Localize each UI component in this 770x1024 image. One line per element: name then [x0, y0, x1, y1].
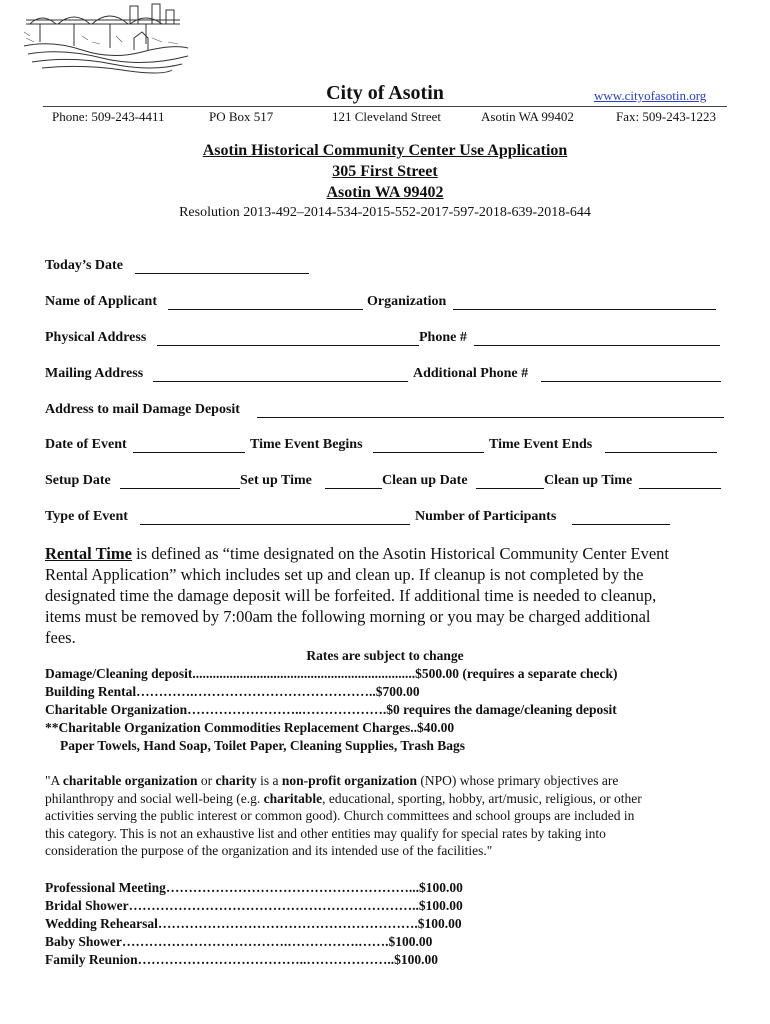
city-logo — [22, 2, 190, 76]
baby-shower-price: Baby Shower……………………………….…………….…….$100.00 — [45, 934, 433, 949]
charitable-organization-rate: Charitable Organization……………………..……………….$0 requires the damage/cleaning deposit — [45, 702, 617, 717]
resolution-line: Resolution 2013-492–2014-534-2015-552-2017-597-2018-639-2018-644 — [179, 205, 591, 220]
damage-deposit-address-field[interactable] — [257, 417, 724, 418]
todays-date-field[interactable] — [135, 273, 309, 274]
charity-line: activities serving the public interest or common good). Church committees and school groups are included in — [45, 808, 635, 823]
rental-time-line: Rental Application” which includes set up and clean up. If cleanup is not completed by the — [45, 565, 644, 584]
setup-time-field[interactable] — [325, 488, 382, 489]
todays-date-label: Today’s Date — [45, 258, 123, 273]
rental-time-line: items must be removed by 7:00am the following morning or you may be charged additional — [45, 607, 651, 626]
bridge-sketch-icon — [22, 2, 190, 76]
organization-field[interactable] — [453, 309, 716, 310]
cleanup-date-label: Clean up Date — [382, 473, 468, 488]
header-divider — [43, 106, 727, 107]
mailing-address-label: Mailing Address — [45, 366, 144, 381]
cleanup-date-field[interactable] — [476, 488, 544, 489]
number-of-participants-field[interactable] — [572, 524, 670, 525]
header-fax: Fax: 509-243-1223 — [616, 109, 717, 124]
physical-address-field[interactable] — [157, 345, 419, 346]
organization-label: Organization — [367, 294, 447, 309]
rental-time-term: Rental Time — [45, 544, 132, 563]
time-event-begins-label: Time Event Begins — [250, 437, 363, 452]
charity-definition — [45, 772, 725, 860]
additional-phone-label: Additional Phone # — [413, 366, 529, 381]
cleanup-time-field[interactable] — [639, 488, 721, 489]
mailing-address-field[interactable] — [153, 381, 408, 382]
rates-heading: Rates are subject to change — [306, 648, 464, 663]
charity-line: consideration the purpose of the organization and its intended use of the facilities." — [45, 843, 493, 858]
time-event-begins-field[interactable] — [373, 452, 484, 453]
physical-address-label: Physical Address — [45, 330, 147, 345]
time-event-ends-label: Time Event Ends — [489, 437, 593, 452]
charity-line: this category. This is not an exhaustive list and other entities may qualify for special rates by taking into — [45, 825, 606, 841]
date-of-event-field[interactable] — [133, 452, 245, 453]
header-city-state: Asotin WA 99402 — [481, 109, 574, 124]
time-event-ends-field[interactable] — [605, 452, 717, 453]
setup-date-field[interactable] — [120, 488, 240, 489]
professional-meeting-price: Professional Meeting………………………………………………...$100.00 — [45, 880, 463, 895]
type-of-event-label: Type of Event — [45, 509, 128, 524]
date-of-event-label: Date of Event — [45, 437, 127, 452]
charity-line: philanthropy and social well-being (e.g. charitable, educational, sporting, hobby, art/music, religious, or other — [45, 790, 642, 806]
setup-time-label: Set up Time — [240, 473, 312, 488]
setup-date-label: Setup Date — [45, 473, 111, 488]
city-name: City of Asotin — [326, 82, 444, 104]
header-po-box: PO Box 517 — [209, 109, 274, 124]
commodities-charge-rate: **Charitable Organization Commodities Replacement Charges..$40.00 — [45, 720, 455, 735]
form-city-line: Asotin WA 99402 — [326, 184, 444, 201]
applicant-name-field[interactable] — [168, 309, 363, 310]
rental-time-line: Rental Time is defined as “time designated on the Asotin Historical Community Center Event — [45, 544, 670, 563]
damage-deposit-rate: Damage/Cleaning deposit..................................................................$500.00 (requires a separate check) — [45, 666, 618, 681]
commodities-supplies-list: Paper Towels, Hand Soap, Toilet Paper, Cleaning Supplies, Trash Bags — [60, 738, 465, 753]
family-reunion-price: Family Reunion………………………………..………………..$100.00 — [45, 952, 439, 967]
header-street: 121 Cleveland Street — [332, 109, 442, 124]
rental-time-line: designated time the damage deposit will be forfeited. If additional time is needed to cleanup, — [45, 586, 657, 605]
number-of-participants-label: Number of Participants — [415, 509, 557, 524]
charity-line: "A charitable organization or charity is a non-profit organization (NPO) whose primary objectives are — [45, 773, 619, 788]
building-rental-rate: Building Rental………….…………………………………..$700.00 — [45, 684, 420, 699]
rental-time-paragraph — [45, 543, 735, 648]
applicant-name-label: Name of Applicant — [45, 294, 157, 309]
rental-time-line: fees. — [45, 628, 76, 647]
phone-label: Phone # — [419, 330, 467, 345]
header-phone: Phone: 509-243-4411 — [52, 109, 165, 124]
form-title: Asotin Historical Community Center Use Application — [202, 142, 568, 159]
phone-field[interactable] — [474, 345, 720, 346]
cleanup-time-label: Clean up Time — [544, 473, 633, 488]
additional-phone-field[interactable] — [541, 381, 721, 382]
website-link[interactable]: www.cityofasotin.org — [594, 88, 707, 103]
bridal-shower-price: Bridal Shower………………………………………………………..$100.00 — [45, 898, 463, 913]
type-of-event-field[interactable] — [140, 524, 410, 525]
damage-deposit-address-label: Address to mail Damage Deposit — [45, 402, 240, 417]
wedding-rehearsal-price: Wedding Rehearsal………………………………………………….$100.00 — [45, 916, 462, 931]
form-address-line: 305 First Street — [332, 163, 438, 180]
